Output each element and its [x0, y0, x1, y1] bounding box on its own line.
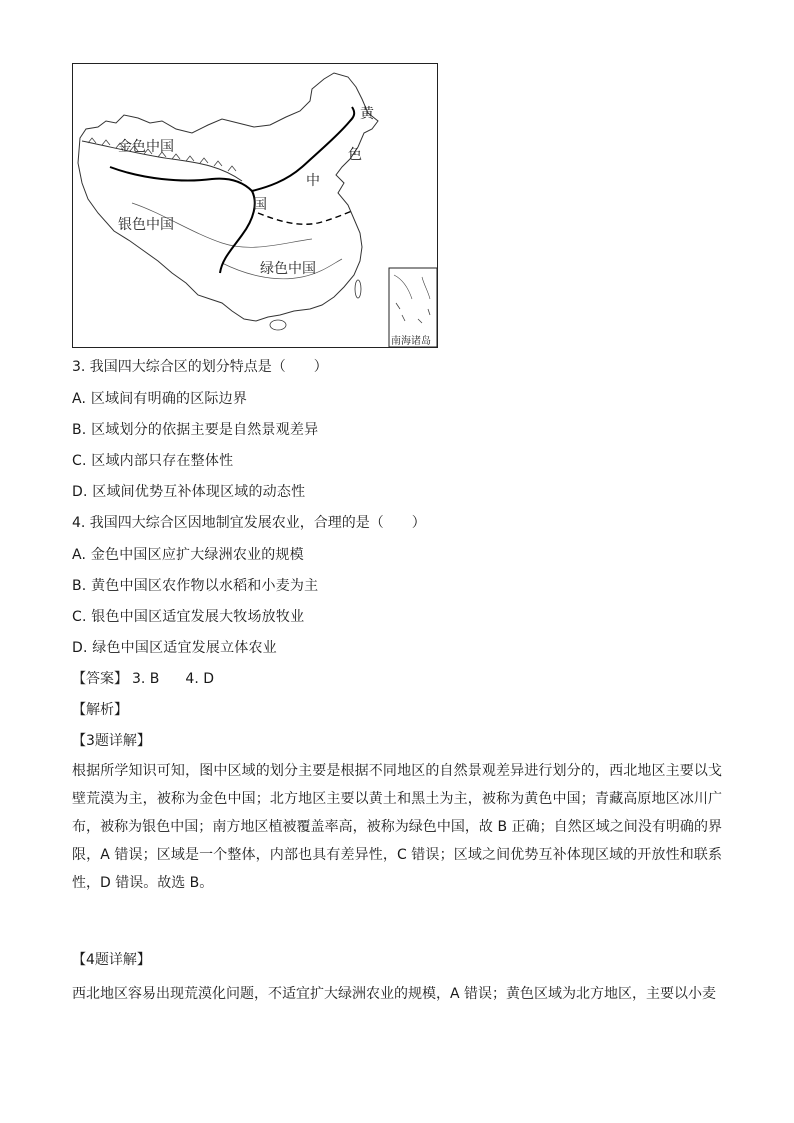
q3-option-d: D. 区域间优势互补体现区域的动态性	[72, 484, 306, 500]
detail-q4-tag: 【4题详解】	[72, 952, 151, 968]
china-regions-map	[72, 63, 438, 348]
q3-option-c: C. 区域内部只存在整体性	[72, 453, 234, 469]
label-gold-china: 金色中国	[118, 139, 174, 155]
label-yellow-3: 中	[306, 173, 320, 189]
detail-q3-text: 根据所学知识可知，图中区域的划分主要是根据不同地区的自然景观差异进行划分的，西北地区主要以戈壁荒漠为主，被称为金色中国；北方地区主要以黄土和黑土为主，被称为黄色中国；青藏高原地区冰川广布，被称为银色中国；南方地区植被覆盖率高，被称为绿色中国，故 B 正确；自然区域之间没有明确的界限，A 错误；区域是一个整体，内部也具有差异性，C 错误；区域之间优势互补体现区域的开放性和联系性，D 错误。故选 B。	[72, 763, 722, 891]
label-yellow-1: 黄	[360, 106, 374, 122]
answer-q4: 4. D	[185, 671, 215, 687]
q4-option-d: D. 绿色中国区适宜发展立体农业	[72, 640, 277, 656]
label-green-china: 绿色中国	[260, 261, 316, 277]
q3-stem: 3. 我国四大综合区的划分特点是（ ）	[72, 359, 328, 375]
detail-q4-text: 西北地区容易出现荒漠化问题，不适宜扩大绿洲农业的规模，A 错误；黄色区域为北方地区，主要以小麦	[72, 986, 717, 1002]
map-svg	[72, 63, 438, 348]
q3-option-a: A. 区域间有明确的区际边界	[72, 391, 248, 407]
label-yellow-4: 国	[253, 197, 267, 213]
detail-q3-tag: 【3题详解】	[72, 733, 151, 749]
q3-option-b: B. 区域划分的依据主要是自然景观差异	[72, 422, 319, 438]
q4-option-c: C. 银色中国区适宜发展大牧场放牧业	[72, 609, 305, 625]
q4-stem: 4. 我国四大综合区因地制宜发展农业，合理的是（ ）	[72, 515, 426, 531]
answer-q3: 3. B	[132, 671, 160, 687]
answer-tag: 【答案】	[72, 671, 128, 687]
analysis-tag: 【解析】	[72, 702, 128, 718]
label-silver-china: 银色中国	[118, 217, 174, 233]
inset-label: 南海诸岛	[391, 336, 431, 347]
label-yellow-2: 色	[348, 147, 362, 163]
q4-option-b: B. 黄色中国区农作物以水稻和小麦为主	[72, 578, 319, 594]
q4-option-a: A. 金色中国区应扩大绿洲农业的规模	[72, 547, 304, 563]
answer-line	[72, 669, 214, 689]
